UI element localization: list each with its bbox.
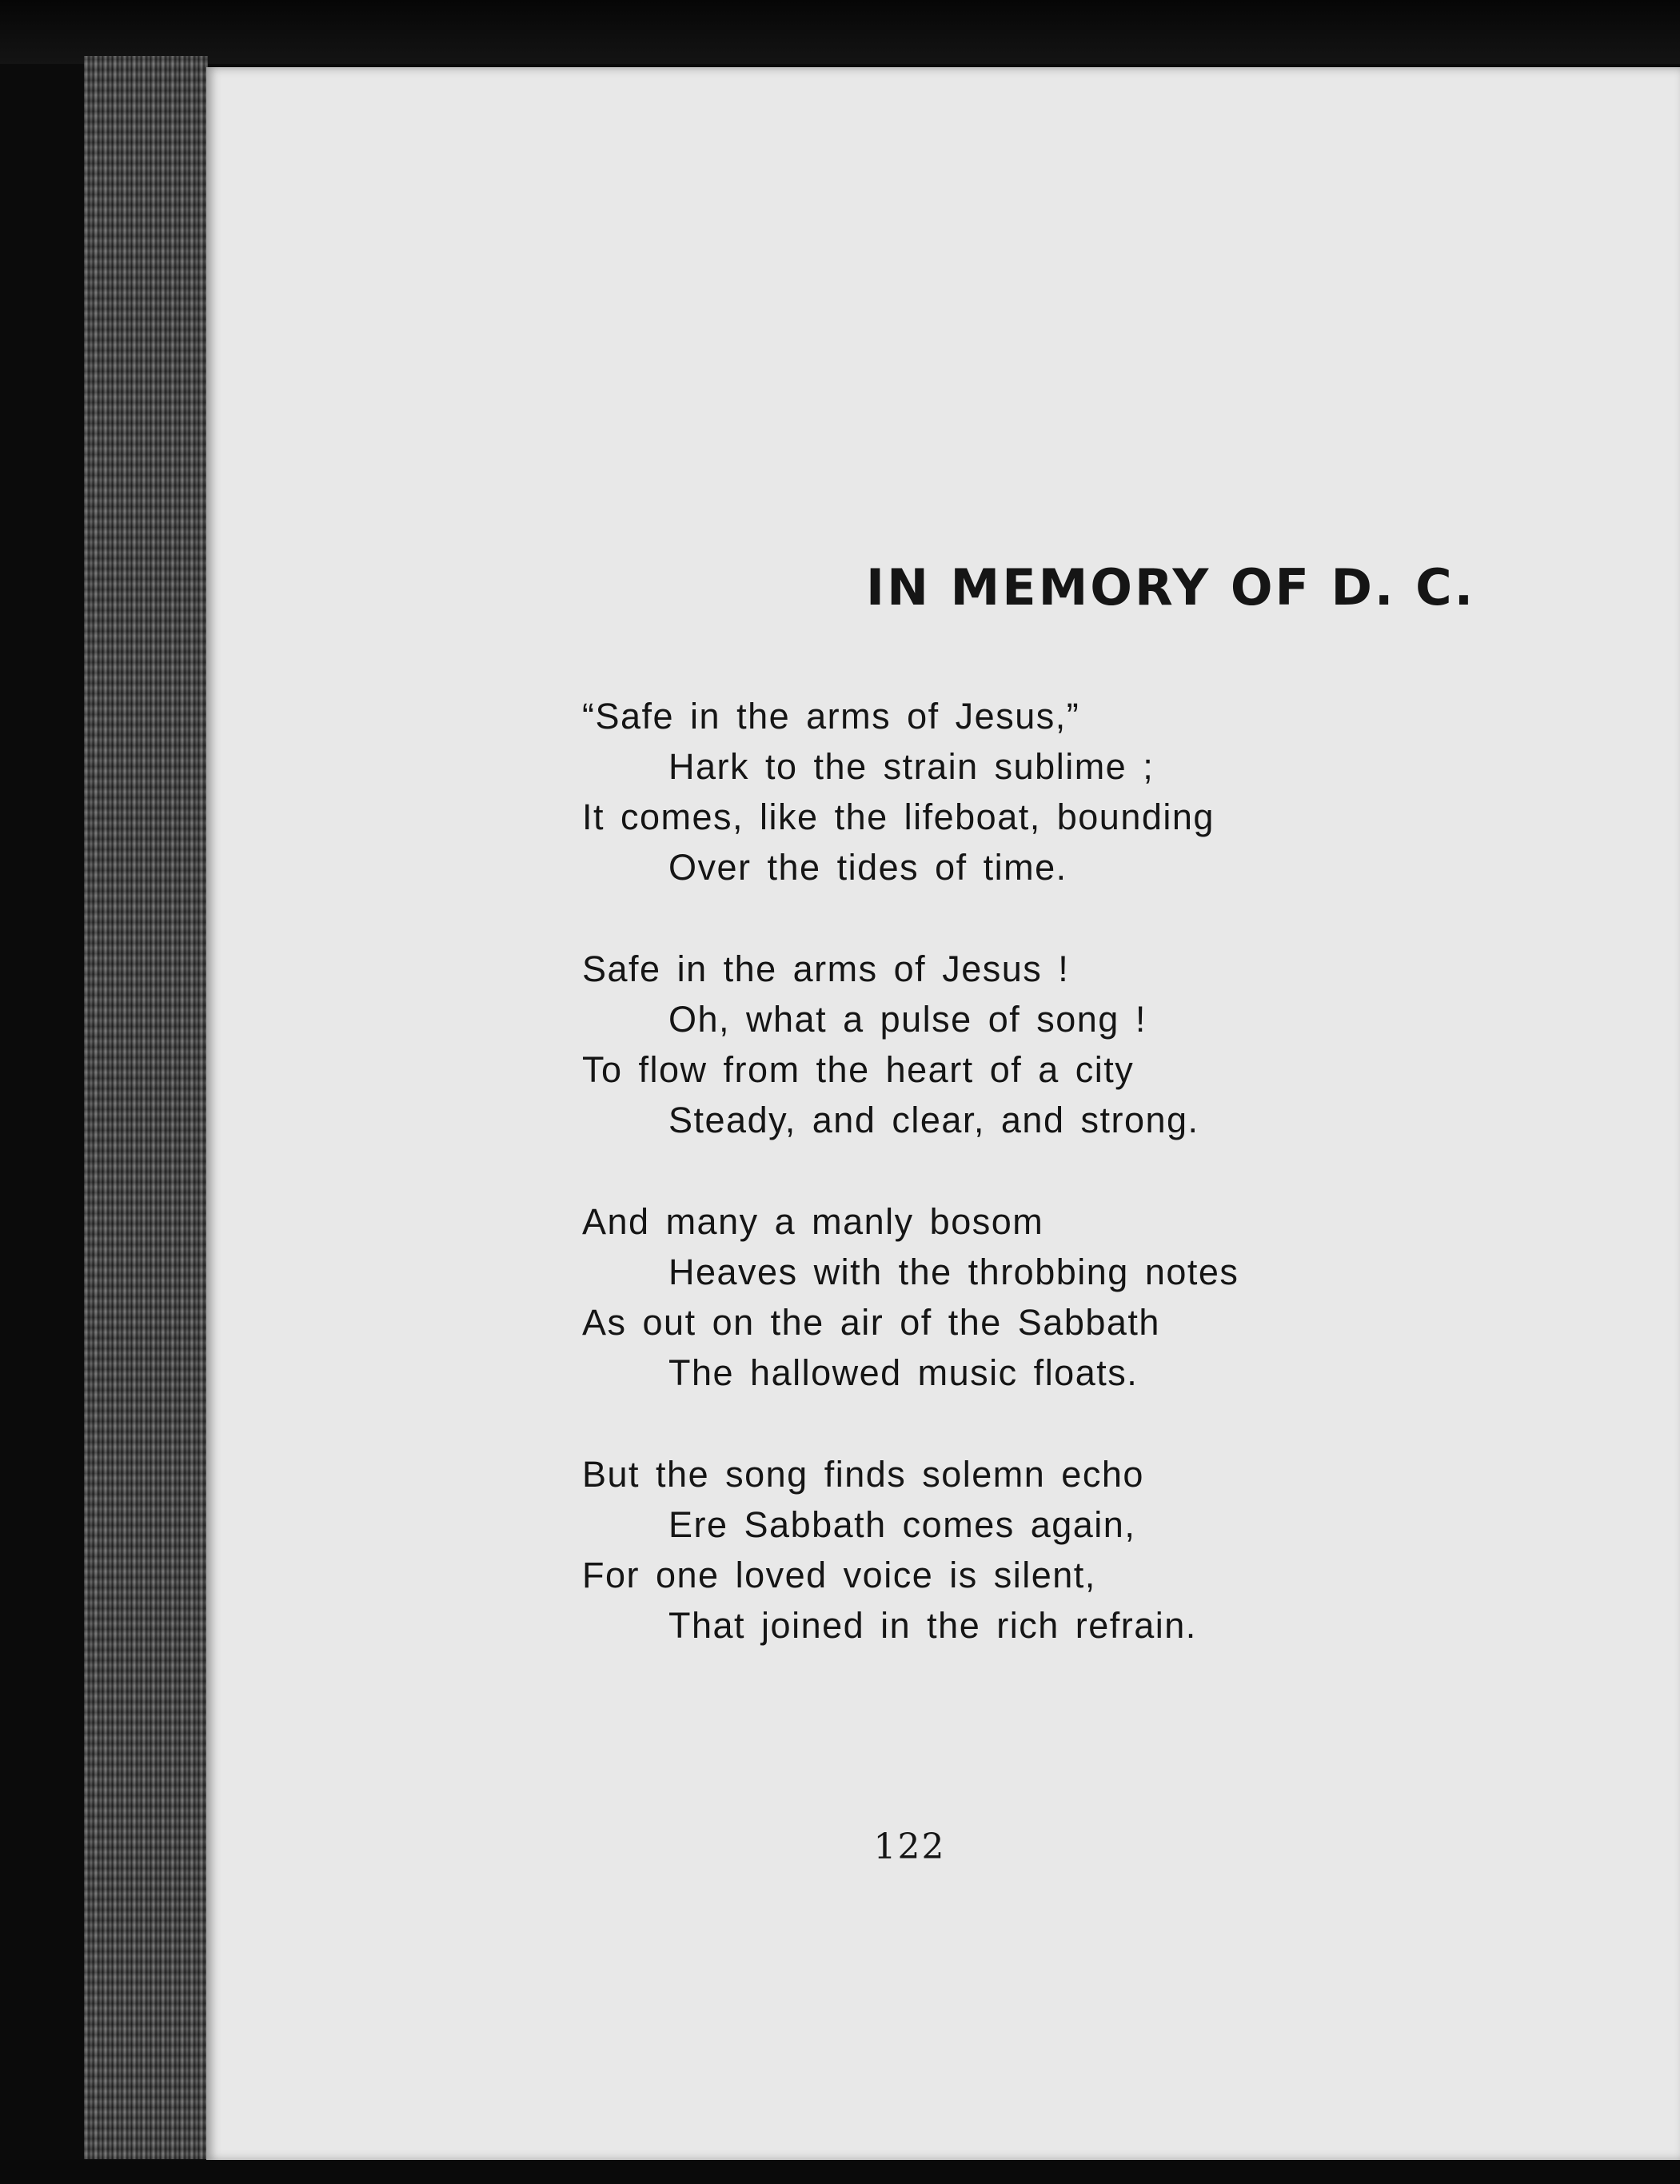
poem-line: But the song finds solemn echo bbox=[582, 1454, 1144, 1495]
poem-line: “Safe in the arms of Jesus,” bbox=[582, 696, 1080, 737]
poem-line: It comes, like the lifeboat, bounding bbox=[582, 797, 1215, 837]
poem-line: And many a manly bosom bbox=[582, 1201, 1044, 1242]
poem-line: As out on the air of the Sabbath bbox=[582, 1302, 1160, 1343]
page-number bbox=[206, 1827, 1680, 1867]
stanza bbox=[582, 691, 1542, 892]
poem-line: That joined in the rich refrain. bbox=[668, 1605, 1197, 1646]
poem-line: Safe in the arms of Jesus ! bbox=[582, 948, 1070, 989]
stanza bbox=[582, 1196, 1542, 1398]
poem-line: Oh, what a pulse of song ! bbox=[668, 999, 1147, 1040]
poem-line: Heaves with the throbbing notes bbox=[668, 1252, 1239, 1292]
poem-line: Steady, and clear, and strong. bbox=[668, 1100, 1199, 1140]
bottom-shadow-edge bbox=[0, 2160, 1680, 2184]
stanza bbox=[582, 1449, 1542, 1651]
stanza bbox=[582, 944, 1542, 1145]
poem-line: Hark to the strain sublime ; bbox=[668, 746, 1155, 787]
poem-line: For one loved voice is silent, bbox=[582, 1555, 1096, 1595]
page-sheet bbox=[206, 67, 1680, 2161]
book-spine bbox=[84, 56, 208, 2159]
top-shadow-edge bbox=[0, 0, 1680, 64]
poem-line: Over the tides of time. bbox=[668, 847, 1067, 888]
poem-line: Ere Sabbath comes again, bbox=[668, 1504, 1136, 1545]
poem-line: The hallowed music floats. bbox=[668, 1352, 1139, 1393]
poem bbox=[582, 558, 1542, 1702]
poem-title: IN MEMORY OF D. C. bbox=[866, 558, 1476, 617]
page-number-text: 122 bbox=[873, 1827, 946, 1867]
stanza-list bbox=[582, 691, 1542, 1651]
poem-line: To flow from the heart of a city bbox=[582, 1049, 1135, 1090]
